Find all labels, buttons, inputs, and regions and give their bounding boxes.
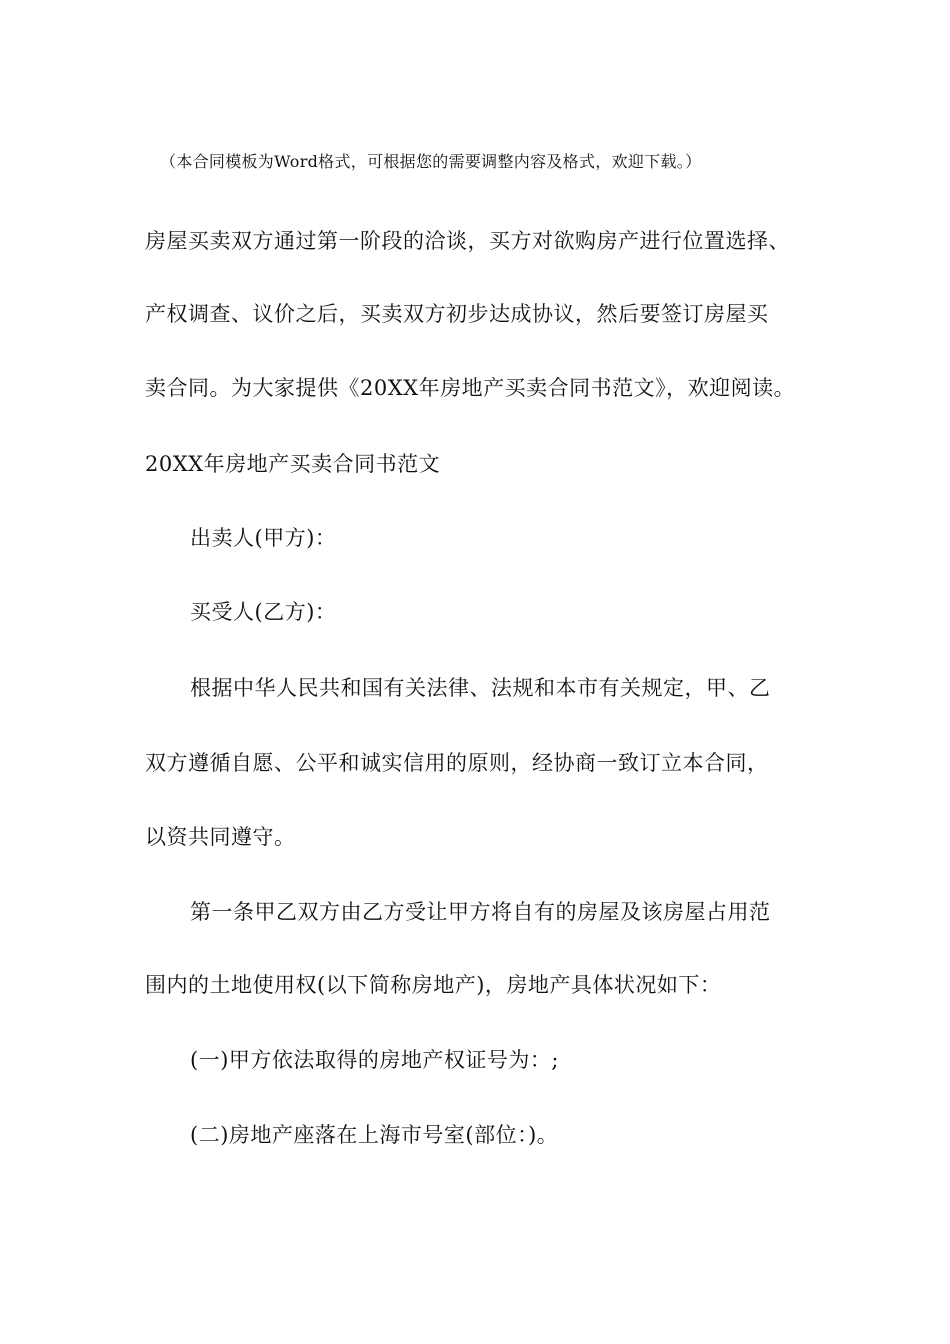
buyer-line: 买受人(乙方)： (190, 600, 337, 624)
article1-line-1: 第一条甲乙双方由乙方受让甲方将自有的房屋及该房屋占用范 (190, 900, 771, 924)
intro-line-2: 产权调查、议价之后，买卖双方初步达成协议，然后要签订房屋买 (145, 302, 769, 326)
document-title: 20XX年房地产买卖合同书范文 (145, 452, 441, 476)
preamble-line-1: 根据中华人民共和国有关法律、法规和本市有关规定，甲、乙 (190, 676, 771, 700)
seller-line: 出卖人(甲方)： (190, 526, 337, 550)
intro-line-3: 卖合同。为大家提供《20XX年房地产买卖合同书范文》，欢迎阅读。 (145, 376, 796, 400)
preamble-line-3: 以资共同遵守。 (145, 825, 296, 849)
intro-line-1: 房屋买卖双方通过第一阶段的洽谈，买方对欲购房产进行位置选择、 (145, 229, 790, 253)
preamble-line-2: 双方遵循自愿、公平和诚实信用的原则，经协商一致订立本合同， (145, 751, 769, 775)
item-2: (二)房地产座落在上海市号室(部位：)。 (190, 1123, 559, 1147)
item-1: (一)甲方依法取得的房地产权证号为：; (190, 1048, 559, 1072)
article1-line-2: 围内的土地使用权(以下简称房地产)，房地产具体状况如下： (145, 973, 722, 997)
template-note: （本合同模板为Word格式，可根据您的需要调整内容及格式，欢迎下载。） (160, 152, 702, 171)
